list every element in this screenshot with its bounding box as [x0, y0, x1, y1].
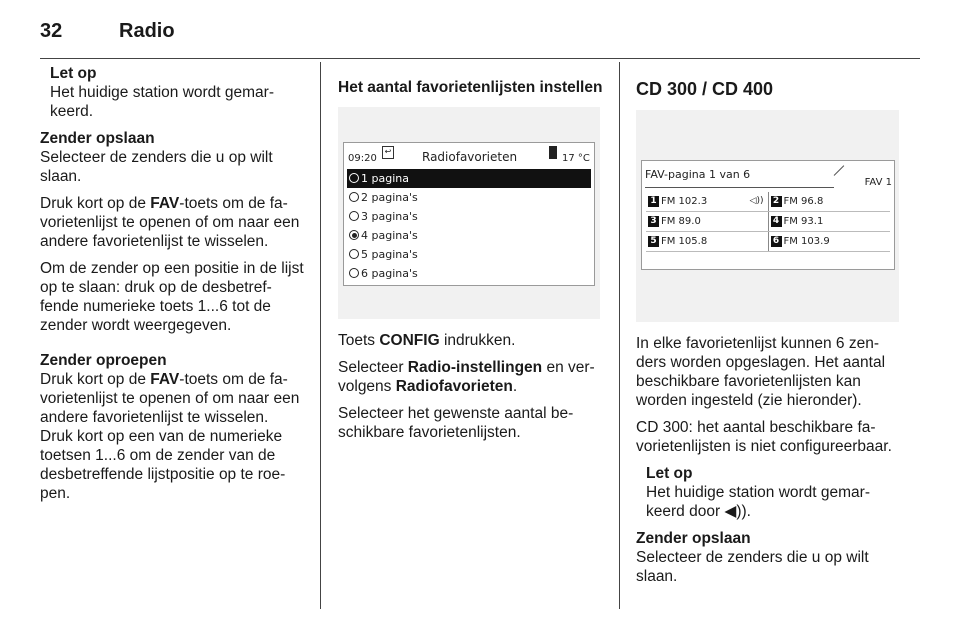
screen-title: Radiofavorieten — [422, 150, 518, 164]
note-title: Let op — [50, 65, 97, 82]
fav-key: FAV — [150, 195, 180, 212]
preset-cell: 4 FM 93.1 — [769, 212, 891, 231]
tab-slope — [834, 165, 845, 176]
select-instruction: Selecteer Radio-instellingen en ver- volgens Radiofavorieten. — [338, 359, 595, 395]
store-instruction: Om de zender op een positie in de lijst op te slaan: druk op de desbetref- fende numerieke toets 1...6 tot de zender wordt weergegeven. — [40, 260, 304, 334]
thermometer-icon — [549, 146, 557, 159]
list-item: 5 pagina's — [347, 245, 591, 264]
preset-cell: 6 FM 103.9 — [769, 232, 891, 251]
save-body: Selecteer de zenders die u op wilt slaan. — [40, 149, 273, 185]
recall-fav-key: FAV — [150, 371, 180, 388]
note-title-2: Let op — [646, 465, 693, 482]
preset-row — [646, 232, 890, 252]
list-item: 1 pagina — [347, 169, 591, 188]
list-item: 4 pagina's — [347, 226, 591, 245]
column-middle — [338, 78, 606, 450]
page-header — [40, 18, 920, 58]
column-left — [40, 64, 310, 511]
cd-favorites-screenshot — [636, 110, 899, 322]
favorites-count-list — [347, 169, 591, 283]
config-instruction: Toets CONFIG indrukken. — [338, 332, 516, 349]
cd-screen — [641, 160, 895, 270]
save-body-2: Selecteer de zenders die u op wilt slaan. — [636, 549, 869, 585]
temperature: 17 °C — [562, 153, 590, 164]
section-title: Radio — [119, 20, 175, 42]
note-body-2: Het huidige station wordt gemar- keerd door ◀)). — [646, 484, 871, 520]
preset-cell: 3 FM 89.0 — [646, 212, 769, 231]
column-divider-2 — [619, 62, 620, 609]
list-item: 2 pagina's — [347, 188, 591, 207]
list-item: 6 pagina's — [347, 264, 591, 283]
note-block-2 — [646, 464, 906, 521]
radio-icon — [349, 268, 359, 278]
radio-icon — [349, 192, 359, 202]
column-right — [636, 68, 906, 594]
radio-checked-icon — [349, 230, 359, 240]
fav-count-heading: Het aantal favorietenlijsten instellen — [338, 79, 603, 96]
radio-favorites-screenshot — [338, 107, 600, 319]
screen-status-bar — [344, 143, 594, 167]
preset-cell: 1 FM 102.3 ◁)) — [646, 192, 769, 211]
note-block — [50, 64, 310, 121]
count-instruction: Selecteer het gewenste aantal be- schikbare favorietenlijsten. — [338, 405, 574, 441]
recall-title: Zender oproepen — [40, 352, 167, 369]
recall-body: Druk kort op de FAV-toets om de fa- vorietenlijst te openen of om naar een andere favorietenlijst te wisselen. Druk kort op een van de numerieke toetsen 1...6 om de zender van de desbetreffende lijstpositie op te roe- pen. — [40, 371, 300, 502]
preset-grid — [646, 192, 890, 252]
tab-line — [645, 187, 834, 188]
radio-icon — [349, 211, 359, 221]
radio-icon — [349, 173, 359, 183]
preset-cell: 2 FM 96.8 — [769, 192, 891, 211]
preset-row — [646, 192, 890, 212]
fav-instruction: Druk kort op de FAV-toets om de fa- vorietenlijst te openen of om naar een andere favorietenlijst te wisselen. — [40, 195, 300, 250]
column-divider-1 — [320, 62, 321, 609]
note-body: Het huidige station wordt gemar- keerd. — [50, 84, 275, 120]
clock-time: 09:20 — [348, 153, 377, 164]
preset-cell: 5 FM 105.8 — [646, 232, 769, 251]
header-rule — [40, 58, 920, 59]
back-icon: ↩ — [382, 146, 394, 159]
preset-row — [646, 212, 890, 232]
save-title-2: Zender opslaan — [636, 530, 751, 547]
page-number: 32 — [40, 20, 63, 42]
fav-tab-label: FAV 1 — [864, 177, 892, 188]
radio-icon — [349, 249, 359, 259]
presets-info: In elke favorietenlijst kunnen 6 zen- ders worden opgeslagen. Het aantal beschikbare favorietenlijsten kan worden ingesteld (zie hieronder). — [636, 335, 886, 409]
radio-screen — [343, 142, 595, 286]
list-item: 3 pagina's — [347, 207, 591, 226]
save-title: Zender opslaan — [40, 130, 155, 147]
fav-page-label: FAV-pagina 1 van 6 — [645, 168, 751, 181]
speaker-icon: ◁)) — [749, 196, 764, 206]
cd300-info: CD 300: het aantal beschikbare fa- vorietenlijsten is niet configureerbaar. — [636, 419, 892, 455]
cd-heading: CD 300 / CD 400 — [636, 79, 774, 99]
